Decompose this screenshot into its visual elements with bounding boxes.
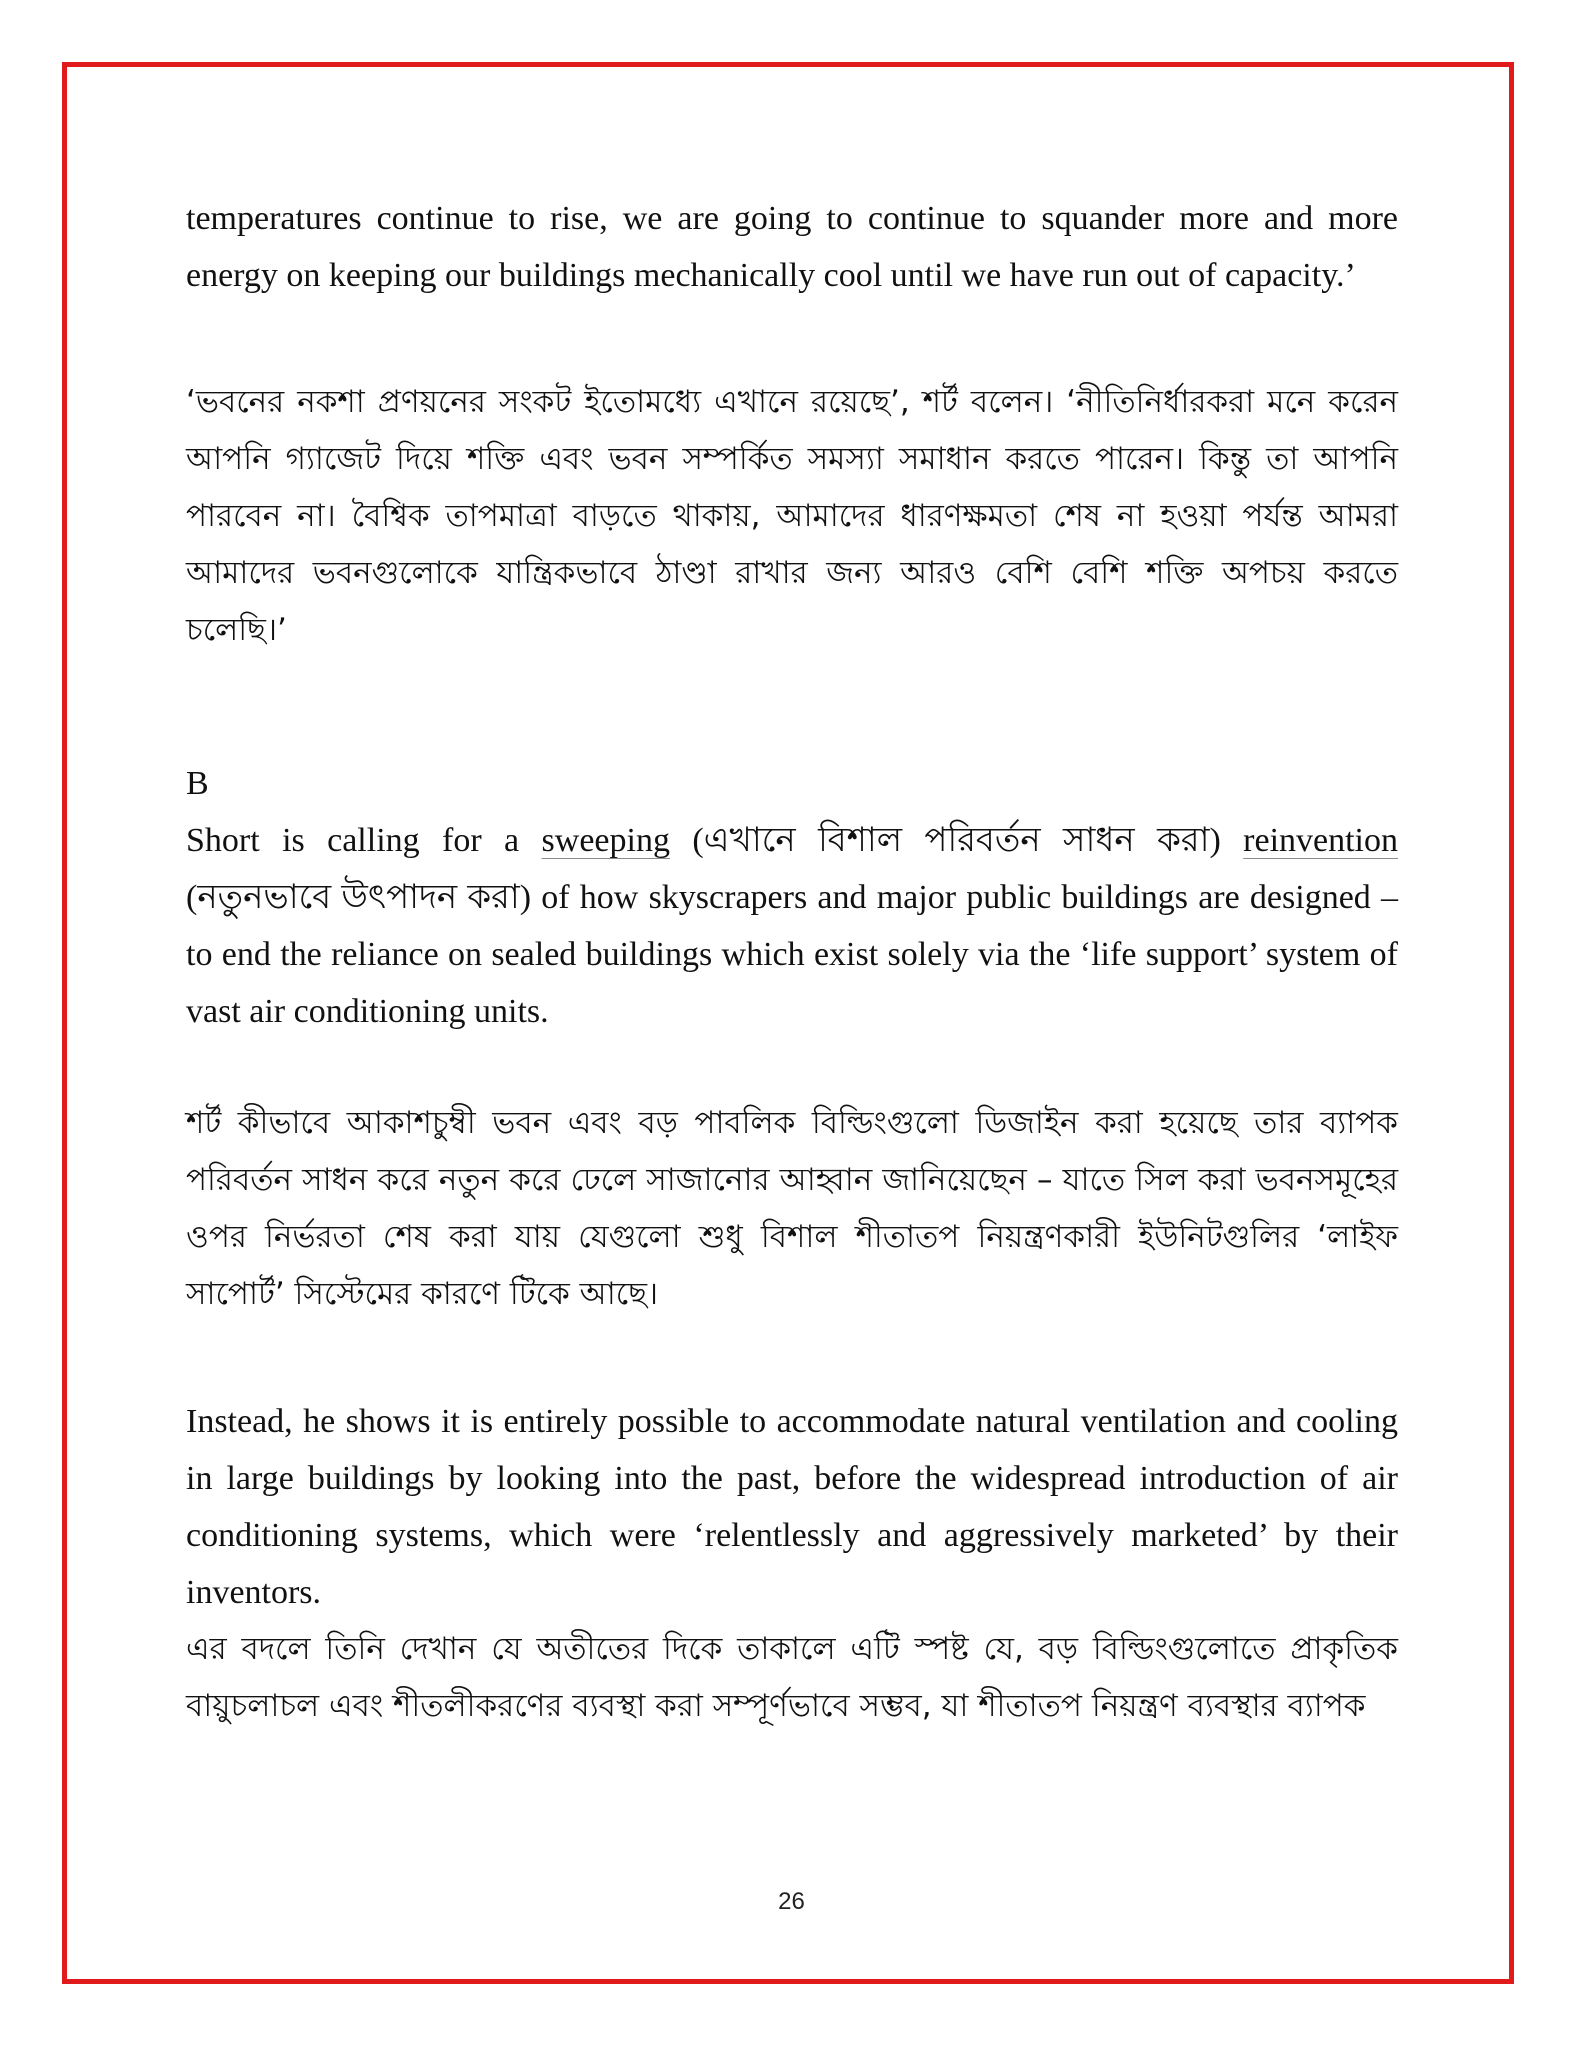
paragraph-english-1: temperatures continue to rise, we are going to continue to squander more and more energy on keeping our buildings mechanically cool until we have run out of capacity.’ xyxy=(186,200,1398,294)
paragraph-english-2-rest: of how skyscrapers and major public buildings are designed – to end the reliance on sealed buildings which exist solely via the ‘life support’ system of vast air conditioning units. xyxy=(186,879,1398,1030)
paragraph-gap xyxy=(186,304,1398,374)
vocab-gloss-reinvention: (নতুনভাবে উৎপাদন করা) xyxy=(186,879,532,916)
paragraph-gap xyxy=(186,1323,1398,1393)
vocab-word-reinvention: reinvention xyxy=(1243,822,1398,859)
paragraph-gap xyxy=(186,1040,1398,1095)
vocab-gloss-sweeping: (এখানে বিশাল পরিবর্তন সাধন করা) xyxy=(669,822,1244,859)
paragraph-bengali-1: ‘ভবনের নকশা প্রণয়নের সংকট ইতোমধ্যে এখানে রয়েছে’, শর্ট বলেন। ‘নীতিনির্ধারকরা মনে করেন আপনি গ্যাজেট দিয়ে শক্তি এবং ভবন সম্পর্কিত সমস্যা সমাধান করতে পারেন। কিন্তু তা আপনি পারবেন না। বৈশ্বিক তাপমাত্রা বাড়তে থাকায়, আমাদের ধারণক্ষমতা শেষ না হওয়া পর্যন্ত আমরা আমাদের ভবনগুলোকে যান্ত্রিকভাবে ঠাণ্ডা রাখার জন্য আরও বেশি বেশি শক্তি অপচয় করতে চলেছি।’ xyxy=(186,384,1398,648)
vocab-word-sweeping: sweeping xyxy=(541,822,670,859)
section-heading-b: B xyxy=(186,765,209,802)
document-body xyxy=(186,190,1398,1735)
page-number: 26 xyxy=(778,1888,805,1915)
paragraph-english-2 xyxy=(186,812,1398,1040)
paragraph-english-3: Instead, he shows it is entirely possible to accommodate natural ventilation and cooling in large buildings by looking into the past, before the widespread introduction of air conditioning systems, which were ‘relentlessly and aggressively marketed’ by their inventors. xyxy=(186,1403,1398,1611)
paragraph-bengali-2: শর্ট কীভাবে আকাশচুম্বী ভবন এবং বড় পাবলিক বিল্ডিংগুলো ডিজাইন করা হয়েছে তার ব্যাপক পরিবর্তন সাধন করে নতুন করে ঢেলে সাজানোর আহ্বান জানিয়েছেন – যাতে সিল করা ভবনসমূহের ওপর নির্ভরতা শেষ করা যায় যেগুলো শুধু বিশাল শীতাতপ নিয়ন্ত্রণকারী ইউনিটগুলির ‘লাইফ সাপোর্ট’ সিস্টেমের কারণে টিকে আছে। xyxy=(186,1105,1398,1312)
section-gap xyxy=(186,659,1398,755)
paragraph-bengali-3: এর বদলে তিনি দেখান যে অতীতের দিকে তাকালে এটি স্পষ্ট যে, বড় বিল্ডিংগুলোতে প্রাকৃতিক বায়ুচলাচল এবং শীতলীকরণের ব্যবস্থা করা সম্পূর্ণভাবে সম্ভব, যা শীতাতপ নিয়ন্ত্রণ ব্যবস্থার ব্যাপক xyxy=(186,1631,1398,1724)
paragraph-english-2-lead: Short is calling for a xyxy=(186,822,542,859)
